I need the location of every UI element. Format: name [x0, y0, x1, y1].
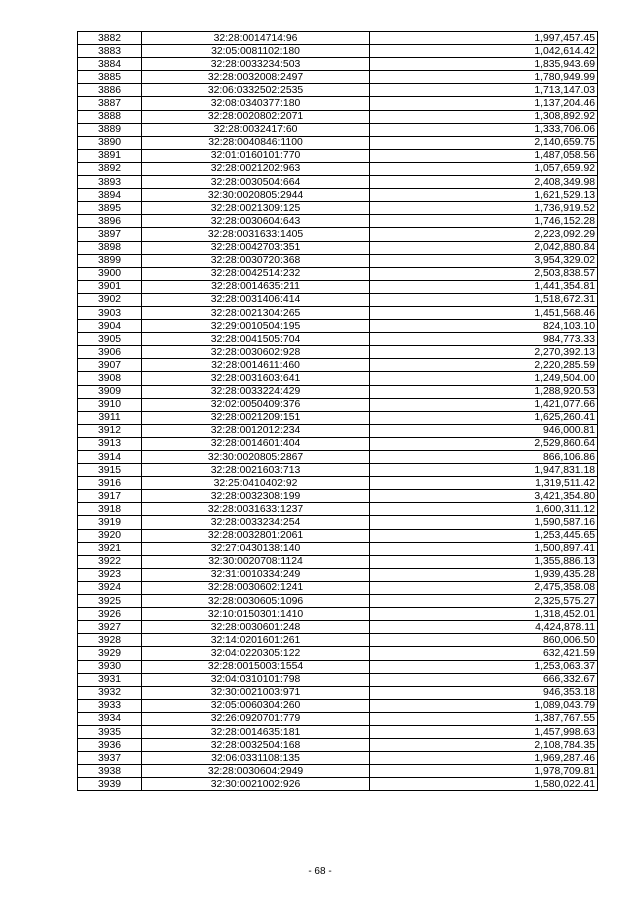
table-row	[78, 97, 598, 110]
row-number-cell: 3897	[78, 228, 142, 241]
row-number-cell: 3925	[78, 595, 142, 608]
cadastral-number-cell: 32:28:0021304:265	[142, 306, 370, 319]
row-number-cell: 3887	[78, 97, 142, 110]
cadastral-number-cell: 32:30:0020805:2867	[142, 451, 370, 464]
cadastral-number-cell: 32:28:0032801:2061	[142, 529, 370, 542]
table-row	[78, 490, 598, 503]
amount-cell: 1,253,063.37	[370, 660, 598, 673]
amount-cell: 1,939,435.28	[370, 568, 598, 581]
row-number-cell: 3915	[78, 464, 142, 477]
table-row	[78, 123, 598, 136]
row-number-cell: 3898	[78, 241, 142, 254]
row-number-cell: 3913	[78, 437, 142, 450]
amount-cell: 1,600,311.12	[370, 503, 598, 516]
amount-cell: 1,387,767.55	[370, 712, 598, 725]
cadastral-number-cell: 32:30:0021002:926	[142, 778, 370, 791]
table-row	[78, 634, 598, 647]
row-number-cell: 3929	[78, 647, 142, 660]
cadastral-number-cell: 32:31:0010334:249	[142, 568, 370, 581]
amount-cell: 2,503,838.57	[370, 267, 598, 280]
table-row	[78, 699, 598, 712]
row-number-cell: 3920	[78, 529, 142, 542]
table-row	[78, 529, 598, 542]
row-number-cell: 3939	[78, 778, 142, 791]
row-number-cell: 3899	[78, 254, 142, 267]
table-row	[78, 58, 598, 71]
amount-cell: 1,500,897.41	[370, 542, 598, 555]
cadastral-number-cell: 32:28:0031603:641	[142, 372, 370, 385]
cadastral-number-cell: 32:28:0032504:168	[142, 739, 370, 752]
cadastral-number-cell: 32:28:0021309:125	[142, 202, 370, 215]
amount-cell: 2,108,784.35	[370, 739, 598, 752]
row-number-cell: 3895	[78, 202, 142, 215]
amount-cell: 1,318,452.01	[370, 608, 598, 621]
amount-cell: 1,746,152.28	[370, 215, 598, 228]
amount-cell: 1,253,445.65	[370, 529, 598, 542]
amount-cell: 866,106.86	[370, 451, 598, 464]
cadastral-number-cell: 32:28:0030604:643	[142, 215, 370, 228]
amount-cell: 1,487,058.56	[370, 149, 598, 162]
table-row	[78, 752, 598, 765]
table-row	[78, 280, 598, 293]
cadastral-number-cell: 32:28:0014601:404	[142, 437, 370, 450]
table-row	[78, 555, 598, 568]
amount-cell: 2,270,392.13	[370, 346, 598, 359]
table-body	[78, 32, 598, 791]
cadastral-number-cell: 32:28:0030720:368	[142, 254, 370, 267]
cadastral-number-cell: 32:28:0015003:1554	[142, 660, 370, 673]
row-number-cell: 3902	[78, 293, 142, 306]
row-number-cell: 3934	[78, 712, 142, 725]
amount-cell: 3,954,329.02	[370, 254, 598, 267]
table-row	[78, 215, 598, 228]
amount-cell: 946,353.18	[370, 686, 598, 699]
amount-cell: 2,529,860.64	[370, 437, 598, 450]
row-number-cell: 3883	[78, 45, 142, 58]
amount-cell: 2,140,659.75	[370, 136, 598, 149]
cadastral-number-cell: 32:01:0160101:770	[142, 149, 370, 162]
row-number-cell: 3922	[78, 555, 142, 568]
cadastral-number-cell: 32:04:0220305:122	[142, 647, 370, 660]
amount-cell: 2,475,358.08	[370, 581, 598, 594]
amount-cell: 2,223,092.29	[370, 228, 598, 241]
table-row	[78, 712, 598, 725]
cadastral-number-cell: 32:28:0032008:2497	[142, 71, 370, 84]
cadastral-number-cell: 32:28:0040846:1100	[142, 136, 370, 149]
table-row	[78, 45, 598, 58]
table-row	[78, 477, 598, 490]
amount-cell: 2,042,880.84	[370, 241, 598, 254]
table-row	[78, 372, 598, 385]
table-row	[78, 673, 598, 686]
amount-cell: 1,355,886.13	[370, 555, 598, 568]
row-number-cell: 3909	[78, 385, 142, 398]
amount-cell: 984,773.33	[370, 333, 598, 346]
cadastral-number-cell: 32:28:0032417:60	[142, 123, 370, 136]
row-number-cell: 3921	[78, 542, 142, 555]
amount-cell: 1,713,147.03	[370, 84, 598, 97]
row-number-cell: 3928	[78, 634, 142, 647]
cadastral-number-cell: 32:25:0410402:92	[142, 477, 370, 490]
amount-cell: 1,780,949.99	[370, 71, 598, 84]
table-row	[78, 189, 598, 202]
row-number-cell: 3914	[78, 451, 142, 464]
table-row	[78, 765, 598, 778]
cadastral-number-cell: 32:28:0030602:928	[142, 346, 370, 359]
table-row	[78, 398, 598, 411]
row-number-cell: 3893	[78, 176, 142, 189]
cadastral-number-cell: 32:26:0920701:779	[142, 712, 370, 725]
row-number-cell: 3901	[78, 280, 142, 293]
table-row	[78, 32, 598, 45]
amount-cell: 860,006.50	[370, 634, 598, 647]
amount-cell: 1,421,077.66	[370, 398, 598, 411]
parcel-valuation-table	[77, 31, 598, 791]
amount-cell: 824,103.10	[370, 320, 598, 333]
amount-cell: 1,441,354.81	[370, 280, 598, 293]
row-number-cell: 3882	[78, 32, 142, 45]
amount-cell: 1,333,706.06	[370, 123, 598, 136]
table-row	[78, 346, 598, 359]
table-row	[78, 542, 598, 555]
table-row	[78, 110, 598, 123]
row-number-cell: 3888	[78, 110, 142, 123]
amount-cell: 1,137,204.46	[370, 97, 598, 110]
table-row	[78, 464, 598, 477]
amount-cell: 1,249,504.00	[370, 372, 598, 385]
row-number-cell: 3891	[78, 149, 142, 162]
row-number-cell: 3926	[78, 608, 142, 621]
page-number: - 68 -	[308, 866, 332, 877]
cadastral-number-cell: 32:28:0020802:2071	[142, 110, 370, 123]
amount-cell: 666,332.67	[370, 673, 598, 686]
cadastral-number-cell: 32:28:0041505:704	[142, 333, 370, 346]
amount-cell: 1,042,614.42	[370, 45, 598, 58]
cadastral-number-cell: 32:04:0310101:798	[142, 673, 370, 686]
amount-cell: 1,978,709.81	[370, 765, 598, 778]
table-row	[78, 739, 598, 752]
table-row	[78, 202, 598, 215]
amount-cell: 1,288,920.53	[370, 385, 598, 398]
table-row	[78, 660, 598, 673]
amount-cell: 1,835,943.69	[370, 58, 598, 71]
row-number-cell: 3886	[78, 84, 142, 97]
cadastral-number-cell: 32:28:0033234:254	[142, 516, 370, 529]
amount-cell: 1,457,998.63	[370, 725, 598, 738]
cadastral-number-cell: 32:28:0014635:211	[142, 280, 370, 293]
row-number-cell: 3930	[78, 660, 142, 673]
amount-cell: 1,736,919.52	[370, 202, 598, 215]
amount-cell: 1,308,892.92	[370, 110, 598, 123]
cadastral-number-cell: 32:30:0020708:1124	[142, 555, 370, 568]
table-row	[78, 725, 598, 738]
row-number-cell: 3905	[78, 333, 142, 346]
table-row	[78, 621, 598, 634]
row-number-cell: 3932	[78, 686, 142, 699]
cadastral-number-cell: 32:06:0332502:2535	[142, 84, 370, 97]
cadastral-number-cell: 32:14:0201601:261	[142, 634, 370, 647]
cadastral-number-cell: 32:28:0031406:414	[142, 293, 370, 306]
table-row	[78, 778, 598, 791]
row-number-cell: 3896	[78, 215, 142, 228]
table-row	[78, 320, 598, 333]
amount-cell: 2,408,349.98	[370, 176, 598, 189]
row-number-cell: 3935	[78, 725, 142, 738]
row-number-cell: 3889	[78, 123, 142, 136]
amount-cell: 1,969,287.46	[370, 752, 598, 765]
cadastral-number-cell: 32:28:0031633:1237	[142, 503, 370, 516]
row-number-cell: 3890	[78, 136, 142, 149]
amount-cell: 3,421,354.80	[370, 490, 598, 503]
row-number-cell: 3918	[78, 503, 142, 516]
row-number-cell: 3907	[78, 359, 142, 372]
row-number-cell: 3931	[78, 673, 142, 686]
table-row	[78, 437, 598, 450]
cadastral-number-cell: 32:28:0033234:503	[142, 58, 370, 71]
row-number-cell: 3937	[78, 752, 142, 765]
row-number-cell: 3894	[78, 189, 142, 202]
cadastral-number-cell: 32:28:0030601:248	[142, 621, 370, 634]
amount-cell: 1,319,511.42	[370, 477, 598, 490]
row-number-cell: 3906	[78, 346, 142, 359]
row-number-cell: 3908	[78, 372, 142, 385]
row-number-cell: 3936	[78, 739, 142, 752]
cadastral-number-cell: 32:28:0030504:664	[142, 176, 370, 189]
cadastral-number-cell: 32:28:0042514:232	[142, 267, 370, 280]
cadastral-number-cell: 32:05:0060304:260	[142, 699, 370, 712]
cadastral-number-cell: 32:28:0021209:151	[142, 411, 370, 424]
amount-cell: 1,997,457.45	[370, 32, 598, 45]
amount-cell: 946,000.81	[370, 424, 598, 437]
table-row	[78, 71, 598, 84]
amount-cell: 4,424,878.11	[370, 621, 598, 634]
table-row	[78, 686, 598, 699]
table-row	[78, 385, 598, 398]
row-number-cell: 3885	[78, 71, 142, 84]
amount-cell: 1,518,672.31	[370, 293, 598, 306]
cadastral-number-cell: 32:27:0430138:140	[142, 542, 370, 555]
amount-cell: 1,947,831.18	[370, 464, 598, 477]
cadastral-number-cell: 32:28:0014714:96	[142, 32, 370, 45]
row-number-cell: 3917	[78, 490, 142, 503]
row-number-cell: 3933	[78, 699, 142, 712]
amount-cell: 1,621,529.13	[370, 189, 598, 202]
cadastral-number-cell: 32:28:0014611:460	[142, 359, 370, 372]
table-row	[78, 568, 598, 581]
table-row	[78, 136, 598, 149]
cadastral-number-cell: 32:28:0032308:199	[142, 490, 370, 503]
table-row	[78, 451, 598, 464]
table-row	[78, 581, 598, 594]
table-row	[78, 306, 598, 319]
table-row	[78, 228, 598, 241]
row-number-cell: 3900	[78, 267, 142, 280]
amount-cell: 632,421.59	[370, 647, 598, 660]
cadastral-number-cell: 32:28:0042703:351	[142, 241, 370, 254]
row-number-cell: 3903	[78, 306, 142, 319]
amount-cell: 1,089,043.79	[370, 699, 598, 712]
row-number-cell: 3904	[78, 320, 142, 333]
cadastral-number-cell: 32:28:0030604:2949	[142, 765, 370, 778]
cadastral-number-cell: 32:05:0081102:180	[142, 45, 370, 58]
row-number-cell: 3910	[78, 398, 142, 411]
table-row	[78, 516, 598, 529]
amount-cell: 2,325,575.27	[370, 595, 598, 608]
row-number-cell: 3919	[78, 516, 142, 529]
cadastral-number-cell: 32:28:0021603:713	[142, 464, 370, 477]
row-number-cell: 3892	[78, 162, 142, 175]
amount-cell: 1,451,568.46	[370, 306, 598, 319]
table-row	[78, 293, 598, 306]
row-number-cell: 3923	[78, 568, 142, 581]
table-row	[78, 149, 598, 162]
amount-cell: 1,580,022.41	[370, 778, 598, 791]
cadastral-number-cell: 32:28:0030605:1096	[142, 595, 370, 608]
cadastral-number-cell: 32:28:0031633:1405	[142, 228, 370, 241]
row-number-cell: 3884	[78, 58, 142, 71]
row-number-cell: 3916	[78, 477, 142, 490]
table-row	[78, 647, 598, 660]
table-row	[78, 254, 598, 267]
table-row	[78, 267, 598, 280]
table-row	[78, 595, 598, 608]
cadastral-number-cell: 32:29:0010504:195	[142, 320, 370, 333]
amount-cell: 1,057,659.92	[370, 162, 598, 175]
table-row	[78, 608, 598, 621]
table-row	[78, 411, 598, 424]
table-row	[78, 241, 598, 254]
table-row	[78, 176, 598, 189]
table-row	[78, 424, 598, 437]
row-number-cell: 3938	[78, 765, 142, 778]
cadastral-number-cell: 32:30:0020805:2944	[142, 189, 370, 202]
table-row	[78, 162, 598, 175]
row-number-cell: 3911	[78, 411, 142, 424]
cadastral-number-cell: 32:06:0331108:135	[142, 752, 370, 765]
table-row	[78, 503, 598, 516]
row-number-cell: 3912	[78, 424, 142, 437]
amount-cell: 1,625,260.41	[370, 411, 598, 424]
row-number-cell: 3927	[78, 621, 142, 634]
table-row	[78, 359, 598, 372]
cadastral-number-cell: 32:28:0030602:1241	[142, 581, 370, 594]
cadastral-number-cell: 32:30:0021003:971	[142, 686, 370, 699]
cadastral-number-cell: 32:28:0033224:429	[142, 385, 370, 398]
row-number-cell: 3924	[78, 581, 142, 594]
cadastral-number-cell: 32:02:0050409:376	[142, 398, 370, 411]
table-row	[78, 333, 598, 346]
cadastral-number-cell: 32:28:0021202:963	[142, 162, 370, 175]
cadastral-number-cell: 32:28:0014635:181	[142, 725, 370, 738]
cadastral-number-cell: 32:28:0012012:234	[142, 424, 370, 437]
table-row	[78, 84, 598, 97]
cadastral-number-cell: 32:10:0150301:1410	[142, 608, 370, 621]
amount-cell: 2,220,285.59	[370, 359, 598, 372]
amount-cell: 1,590,587.16	[370, 516, 598, 529]
cadastral-number-cell: 32:08:0340377:180	[142, 97, 370, 110]
